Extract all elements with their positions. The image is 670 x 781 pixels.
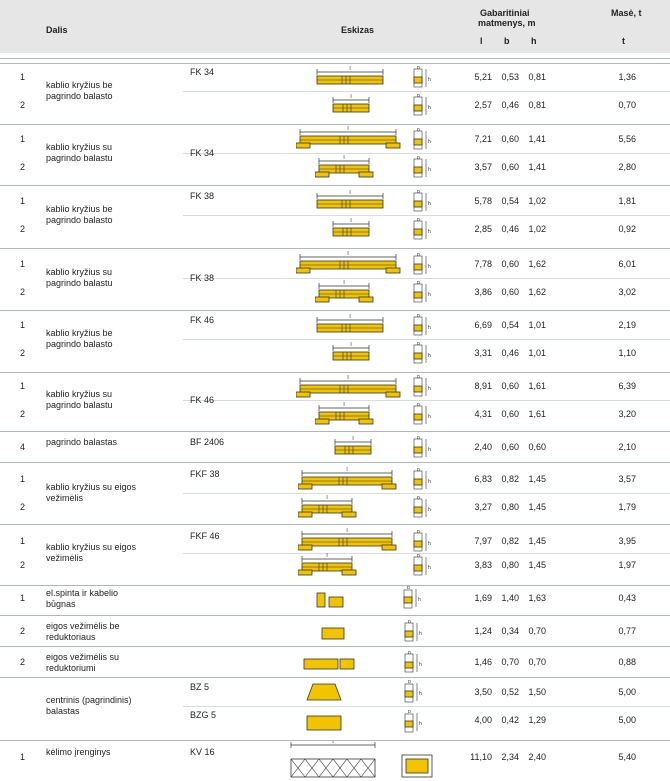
dim-h: 0,81 [528, 100, 546, 110]
mass: 5,00 [618, 715, 636, 725]
mass: 0,70 [618, 100, 636, 110]
svg-text:b: b [417, 554, 420, 559]
item-code: FKF 38 [190, 469, 220, 479]
item-description: eigos vežimėlis be reduktoriaus [46, 621, 120, 642]
row-index: 2 [20, 162, 26, 172]
svg-text:h: h [428, 139, 431, 145]
mass: 0,88 [618, 657, 636, 667]
svg-text:l: l [343, 402, 345, 408]
item-code: BF 2406 [190, 437, 225, 447]
mass: 1,97 [618, 560, 636, 570]
group-separator [0, 124, 670, 125]
dim-l: 7,21 [474, 134, 492, 144]
item-code: FK 46 [190, 395, 215, 405]
svg-text:l: l [350, 218, 352, 224]
row-index: 2 [20, 348, 26, 358]
dim-l: 3,50 [474, 687, 492, 697]
dim-l: 4,00 [474, 715, 492, 725]
mass: 5,40 [618, 752, 636, 762]
row-index: 1 [20, 593, 26, 603]
svg-text:h: h [428, 414, 431, 420]
row-separator [183, 91, 670, 92]
elevation-sketch [315, 402, 405, 428]
elevation-sketch [411, 496, 435, 520]
svg-text:b: b [417, 314, 420, 319]
dim-l: 5,21 [474, 72, 492, 82]
item-code: BZG 5 [190, 710, 217, 720]
item-description: eigos vežimėlis su reduktoriumi [46, 652, 120, 673]
row-index: 1 [20, 474, 26, 484]
dim-l: 2,85 [474, 224, 492, 234]
item-code: BZ 5 [190, 682, 210, 692]
svg-text:b: b [417, 156, 420, 161]
dim-b: 0,46 [501, 100, 519, 110]
row-index: 2 [20, 560, 26, 570]
row-index: 2 [20, 100, 26, 110]
dim-b: 0,52 [501, 687, 519, 697]
mass: 0,92 [618, 224, 636, 234]
elevation-sketch [411, 218, 435, 242]
elevation-sketch [315, 585, 351, 611]
elevation-sketch [411, 66, 435, 90]
row-index: 2 [20, 224, 26, 234]
row-index: 1 [20, 320, 26, 330]
dim-l: 3,86 [474, 287, 492, 297]
item-code: FK 38 [190, 191, 215, 201]
dim-l: 1,24 [474, 626, 492, 636]
svg-text:l: l [346, 467, 348, 473]
dim-h: 1,01 [528, 320, 546, 330]
svg-text:l: l [347, 251, 349, 257]
dim-l: 6,69 [474, 320, 492, 330]
dim-b: 0,82 [501, 536, 519, 546]
dim-h: 1,45 [528, 474, 546, 484]
dim-l: 2,40 [474, 442, 492, 452]
svg-text:l: l [326, 495, 328, 501]
dim-l: 1,69 [474, 593, 492, 603]
elevation-sketch [411, 342, 435, 366]
dim-h: 0,60 [528, 442, 546, 452]
group-separator [0, 372, 670, 373]
dim-h: 0,81 [528, 72, 546, 82]
mass: 1,81 [618, 196, 636, 206]
svg-text:b: b [417, 218, 420, 223]
svg-text:l: l [346, 528, 348, 534]
dim-l: 8,91 [474, 381, 492, 391]
svg-text:h: h [418, 597, 421, 603]
item-description: kablio kryžius be pagrindo balasto [46, 328, 113, 349]
elevation-sketch [329, 342, 405, 368]
svg-text:h: h [428, 353, 431, 359]
dim-h: 1,61 [528, 381, 546, 391]
dim-l: 2,57 [474, 100, 492, 110]
group-separator [0, 310, 670, 311]
dim-l: 7,78 [474, 259, 492, 269]
dim-h: 1,45 [528, 560, 546, 570]
group-separator [0, 524, 670, 525]
row-index: 2 [20, 502, 26, 512]
elevation-sketch [329, 94, 405, 120]
header-h: h [531, 36, 537, 46]
row-index: 1 [20, 196, 26, 206]
mass: 3,20 [618, 409, 636, 419]
svg-text:h: h [428, 507, 431, 513]
dim-b: 0,82 [501, 474, 519, 484]
dim-h: 1,29 [528, 715, 546, 725]
elevation-sketch [318, 620, 348, 642]
svg-text:b: b [417, 530, 420, 535]
svg-text:h: h [419, 631, 422, 637]
header-eskizas: Eskizas [341, 25, 375, 35]
mass: 3,57 [618, 474, 636, 484]
dim-b: 0,54 [501, 196, 519, 206]
elevation-sketch [398, 741, 444, 781]
elevation-sketch [305, 710, 345, 734]
elevation-sketch [411, 403, 435, 427]
elevation-sketch [402, 620, 426, 644]
svg-text:b: b [417, 128, 420, 133]
elevation-sketch [411, 190, 435, 214]
dim-h: 1,02 [528, 224, 546, 234]
dim-b: 0,34 [501, 626, 519, 636]
elevation-sketch [411, 375, 435, 399]
item-description: kablio kryžius su pagrindo balastu [46, 389, 113, 410]
item-code: FK 46 [190, 315, 215, 325]
row-separator [183, 215, 670, 216]
row-separator [183, 493, 670, 494]
dim-h: 1,62 [528, 259, 546, 269]
row-separator [183, 339, 670, 340]
mass: 0,43 [618, 593, 636, 603]
elevation-sketch [289, 741, 379, 781]
row-index: 1 [20, 536, 26, 546]
item-description: centrinis (pagrindinis) balastas [46, 695, 132, 716]
svg-text:l: l [349, 314, 351, 320]
dim-h: 2,40 [528, 752, 546, 762]
dim-l: 4,31 [474, 409, 492, 419]
dim-h: 0,70 [528, 657, 546, 667]
dim-h: 1,63 [528, 593, 546, 603]
elevation-sketch [315, 280, 405, 306]
svg-text:b: b [417, 190, 420, 195]
svg-text:l: l [349, 190, 351, 196]
elevation-sketch [298, 553, 388, 579]
svg-text:h: h [428, 565, 431, 571]
group-separator [0, 248, 670, 249]
elevation-sketch [402, 710, 426, 734]
group-separator [0, 646, 670, 647]
svg-text:h: h [428, 105, 431, 111]
mass: 1,79 [618, 502, 636, 512]
row-index: 1 [20, 752, 26, 762]
elevation-sketch [298, 528, 428, 554]
item-description: kablio kryžius su pagrindo balastu [46, 142, 113, 163]
svg-text:l: l [343, 280, 345, 286]
row-index: 1 [20, 259, 26, 269]
group-separator [0, 431, 670, 432]
header-mase: Masė, t [611, 8, 642, 18]
header-t-unit: t [622, 36, 625, 46]
mass: 6,39 [618, 381, 636, 391]
elevation-sketch [411, 468, 435, 492]
svg-text:b: b [417, 468, 420, 473]
svg-text:l: l [326, 553, 328, 559]
elevation-sketch [402, 680, 426, 704]
dim-h: 1,61 [528, 409, 546, 419]
dim-b: 0,70 [501, 657, 519, 667]
dim-l: 7,97 [474, 536, 492, 546]
mass: 2,80 [618, 162, 636, 172]
svg-text:b: b [417, 375, 420, 380]
item-description: kablio kryžius be pagrindo balasto [46, 80, 113, 101]
svg-text:b: b [417, 281, 420, 286]
svg-text:h: h [428, 541, 431, 547]
dim-h: 1,50 [528, 687, 546, 697]
svg-text:l: l [347, 126, 349, 132]
row-index: 2 [20, 626, 26, 636]
dim-h: 0,70 [528, 626, 546, 636]
item-description: kablio kryžius be pagrindo balasto [46, 204, 113, 225]
svg-text:h: h [419, 691, 422, 697]
svg-text:b: b [417, 66, 420, 71]
header-gabaritiniai: Gabaritiniai [480, 8, 530, 18]
mass: 1,36 [618, 72, 636, 82]
dim-h: 1,02 [528, 196, 546, 206]
group-separator [0, 677, 670, 678]
elevation-sketch [313, 66, 419, 92]
elevation-sketch [411, 530, 435, 554]
svg-text:b: b [417, 253, 420, 258]
row-index: 1 [20, 134, 26, 144]
dim-l: 11,10 [470, 752, 492, 762]
item-description: el.spinta ir kabelio būgnas [46, 588, 119, 609]
mass: 2,19 [618, 320, 636, 330]
svg-text:b: b [408, 710, 411, 715]
dim-h: 1,41 [528, 134, 546, 144]
svg-text:h: h [428, 77, 431, 83]
elevation-sketch [411, 436, 435, 460]
svg-text:b: b [417, 496, 420, 501]
elevation-sketch [411, 128, 435, 152]
elevation-sketch [411, 281, 435, 305]
mass: 3,02 [618, 287, 636, 297]
svg-text:b: b [417, 403, 420, 408]
svg-text:l: l [352, 436, 354, 442]
dim-h: 1,41 [528, 162, 546, 172]
row-separator [183, 706, 670, 707]
mass: 0,77 [618, 626, 636, 636]
elevation-sketch [302, 651, 362, 673]
dim-l: 1,46 [474, 657, 492, 667]
svg-text:l: l [347, 375, 349, 381]
row-index: 2 [20, 287, 26, 297]
row-index: 2 [20, 657, 26, 667]
row-index: 1 [20, 72, 26, 82]
group-separator [0, 615, 670, 616]
svg-text:b: b [408, 680, 411, 685]
dim-l: 6,83 [474, 474, 492, 484]
dim-b: 0,60 [501, 134, 519, 144]
header-l: l [480, 36, 483, 46]
svg-text:b: b [417, 436, 420, 441]
dim-b: 1,40 [501, 593, 519, 603]
elevation-sketch [411, 314, 435, 338]
item-code: FK 38 [190, 273, 215, 283]
dim-h: 1,45 [528, 502, 546, 512]
svg-text:h: h [428, 447, 431, 453]
dim-b: 0,46 [501, 348, 519, 358]
elevation-sketch [315, 155, 405, 181]
dim-l: 3,31 [474, 348, 492, 358]
dim-h: 1,62 [528, 287, 546, 297]
elevation-sketch [329, 218, 405, 244]
svg-text:h: h [428, 325, 431, 331]
svg-text:h: h [428, 292, 431, 298]
dim-b: 0,60 [501, 381, 519, 391]
svg-text:b: b [417, 94, 420, 99]
item-code: FK 34 [190, 67, 215, 77]
svg-text:b: b [408, 620, 411, 625]
row-index: 1 [20, 381, 26, 391]
svg-text:l: l [350, 94, 352, 100]
svg-text:h: h [428, 264, 431, 270]
mass: 1,10 [618, 348, 636, 358]
mass: 5,56 [618, 134, 636, 144]
dim-b: 0,60 [501, 287, 519, 297]
dim-b: 2,34 [501, 752, 519, 762]
item-description: kablio kryžius su eigos vežimėlis [46, 482, 137, 503]
svg-text:b: b [407, 586, 410, 591]
elevation-sketch [401, 586, 425, 610]
svg-text:h: h [428, 167, 431, 173]
svg-text:h: h [419, 662, 422, 668]
elevation-sketch [411, 253, 435, 277]
row-index: 2 [20, 409, 26, 419]
dim-h: 1,01 [528, 348, 546, 358]
item-description: kablio kryžius su eigos vežimėlis [46, 542, 137, 563]
row-separator [183, 153, 670, 154]
elevation-sketch [411, 94, 435, 118]
dim-b: 0,60 [501, 409, 519, 419]
elevation-sketch [313, 190, 419, 216]
svg-text:l: l [332, 741, 334, 745]
mass: 2,10 [618, 442, 636, 452]
dim-l: 5,78 [474, 196, 492, 206]
dim-b: 0,80 [501, 560, 519, 570]
dim-b: 0,54 [501, 320, 519, 330]
elevation-sketch [411, 554, 435, 578]
elevation-sketch [331, 436, 407, 462]
dim-l: 3,27 [474, 502, 492, 512]
svg-text:b: b [408, 651, 411, 656]
svg-text:l: l [343, 155, 345, 161]
dim-b: 0,60 [501, 442, 519, 452]
svg-text:h: h [419, 721, 422, 727]
row-index: 4 [20, 442, 26, 452]
svg-text:l: l [350, 342, 352, 348]
dim-l: 3,57 [474, 162, 492, 172]
item-description: pagrindo balastas [46, 437, 118, 447]
mass: 6,01 [618, 259, 636, 269]
dim-b: 0,42 [501, 715, 519, 725]
svg-text:h: h [428, 479, 431, 485]
dim-b: 0,60 [501, 259, 519, 269]
mass: 5,00 [618, 687, 636, 697]
header-b: b [504, 36, 510, 46]
table-header [0, 0, 670, 53]
header-matmenys: matmenys, m [478, 18, 536, 28]
svg-text:h: h [428, 229, 431, 235]
elevation-sketch [305, 680, 345, 706]
svg-text:h: h [428, 386, 431, 392]
group-separator [0, 185, 670, 186]
svg-text:h: h [428, 201, 431, 207]
item-description: kablio kryžius su pagrindo balastu [46, 267, 113, 288]
elevation-sketch [298, 495, 388, 521]
item-code: FKF 46 [190, 531, 220, 541]
dim-h: 1,45 [528, 536, 546, 546]
dim-l: 3,83 [474, 560, 492, 570]
elevation-sketch [298, 467, 428, 493]
item-description: kėlimo įrenginys [46, 747, 111, 757]
elevation-sketch [402, 651, 426, 675]
header-dalis: Dalis [46, 25, 68, 35]
elevation-sketch [411, 156, 435, 180]
svg-text:b: b [417, 342, 420, 347]
dim-b: 0,53 [501, 72, 519, 82]
group-separator [0, 63, 670, 64]
svg-text:l: l [349, 66, 351, 72]
item-code: FK 34 [190, 148, 215, 158]
group-separator [0, 462, 670, 463]
item-code: KV 16 [190, 747, 215, 757]
row-separator [183, 278, 670, 279]
mass: 3,95 [618, 536, 636, 546]
dim-b: 0,80 [501, 502, 519, 512]
dim-b: 0,60 [501, 162, 519, 172]
dim-b: 0,46 [501, 224, 519, 234]
elevation-sketch [313, 314, 419, 340]
